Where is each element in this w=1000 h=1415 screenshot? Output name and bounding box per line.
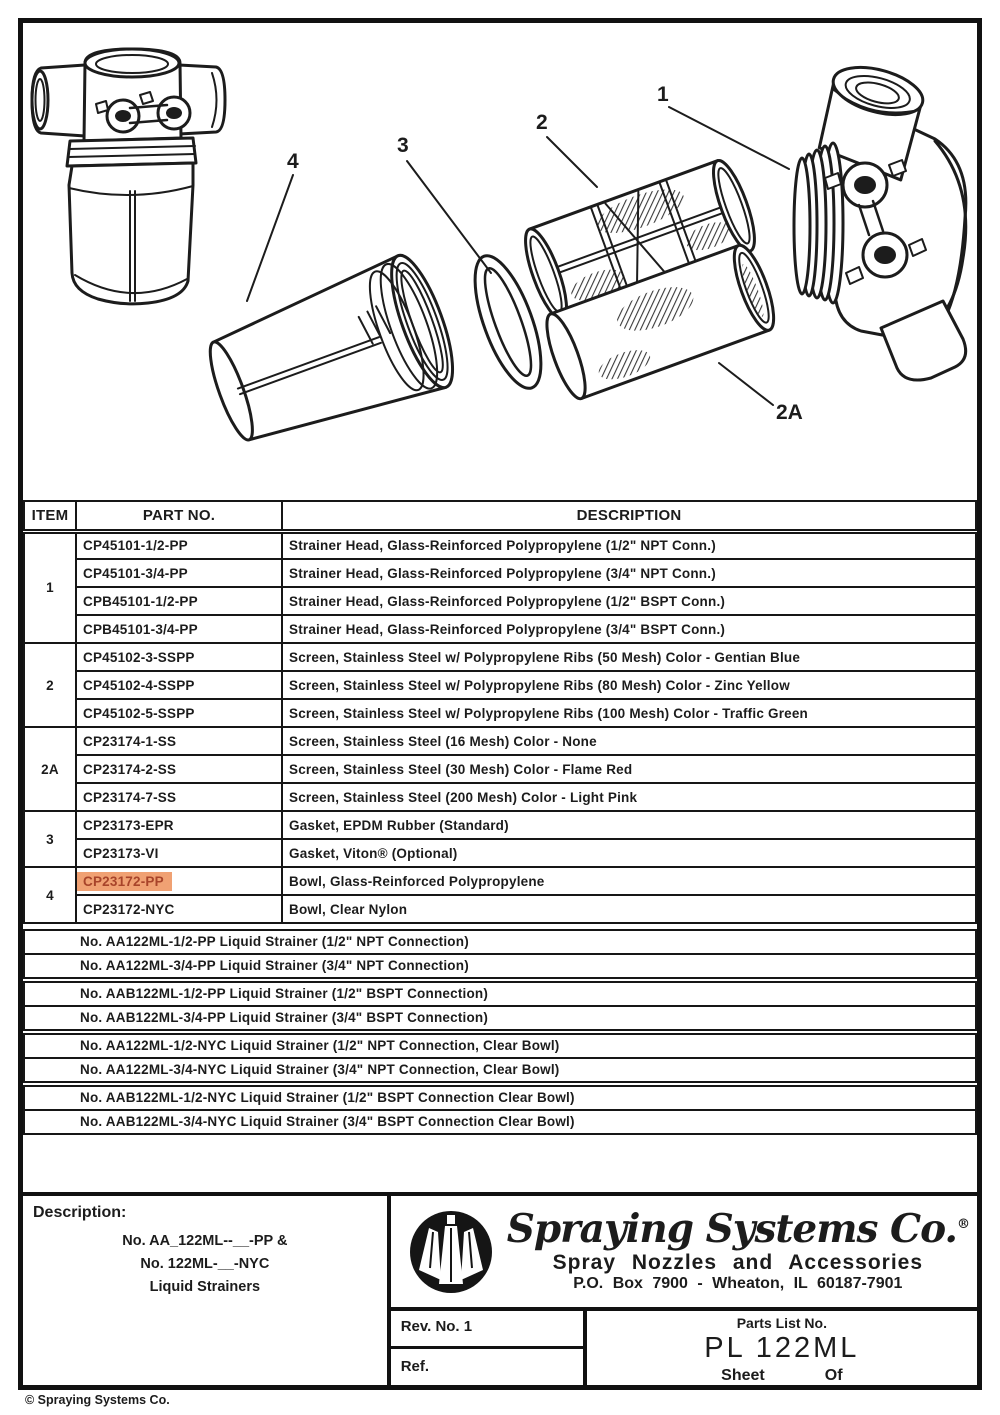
callout-3: 3 [397,134,409,157]
description-cell: Strainer Head, Glass-Reinforced Polypropylene (1/2" BSPT Conn.) [282,587,976,615]
bowl-drawing [196,249,465,461]
part-no-cell: CP23173-EPR [76,811,282,839]
company-address: P.O. Box 7900 - Wheaton, IL 60187-7901 [573,1275,903,1292]
assembly-row: No. AA122ML-1/2-NYC Liquid Strainer (1/2" NPT Connection, Clear Bowl) [23,1033,977,1059]
item-cell: 4 [24,867,76,923]
part-no-cell: CP45102-3-SSPP [76,643,282,671]
part-no-cell: CP23174-7-SS [76,783,282,811]
description-header: DESCRIPTION [282,501,976,531]
table-row [24,587,976,615]
assembly-row: No. AA122ML-3/4-NYC Liquid Strainer (3/4" NPT Connection, Clear Bowl) [23,1057,977,1083]
callout-2a: 2A [776,401,803,424]
description-cell: Strainer Head, Glass-Reinforced Polypropylene (3/4" BSPT Conn.) [282,615,976,643]
part-no-cell: CP45101-3/4-PP [76,559,282,587]
description-line-1: No. AA_122ML--__-PP & [122,1233,288,1249]
table-row [24,895,976,923]
assembly-row: No. AAB122ML-1/2-NYC Liquid Strainer (1/2" BSPT Connection Clear Bowl) [23,1085,977,1111]
table-row [24,699,976,727]
callout-1-leader [669,107,789,169]
assembly-row: No. AAB122ML-3/4-PP Liquid Strainer (3/4" BSPT Connection) [23,1005,977,1031]
part-no-cell [76,867,282,895]
item-cell: 2 [24,643,76,727]
item-header: ITEM [24,501,76,531]
title-block [23,1192,977,1385]
part-no-cell: CP45101-1/2-PP [76,531,282,559]
description-label: Description: [33,1204,127,1221]
description-cell: Screen, Stainless Steel (200 Mesh) Color - Light Pink [282,783,976,811]
item-cell: 1 [24,531,76,643]
callout-4-leader [247,175,293,301]
parts-table-body [24,531,976,923]
callout-3-leader [407,161,491,273]
ref-cell: Ref. [400,1357,430,1375]
sheet-label: Sheet [721,1367,765,1384]
description-cell: Gasket, EPDM Rubber (Standard) [282,811,976,839]
exploded-view-drawing [23,23,977,500]
assembly-row: No. AA122ML-3/4-PP Liquid Strainer (3/4" NPT Connection) [23,953,977,979]
sheet-border [18,18,982,1390]
parts-list-number: PL 122ML [704,1332,860,1364]
table-row [24,867,976,895]
part-no-header: PART NO. [76,501,282,531]
table-row [24,531,976,559]
part-no-cell: CPB45101-3/4-PP [76,615,282,643]
item-cell: 2A [24,727,76,811]
table-row [24,615,976,643]
part-no-cell: CP23174-1-SS [76,727,282,755]
company-tagline: Spray Nozzles and Accessories [552,1251,924,1274]
description-line-3: Liquid Strainers [149,1279,261,1296]
description-cell: Bowl, Clear Nylon [282,895,976,923]
part-no-cell: CP23174-2-SS [76,755,282,783]
description-line-2: No. 122ML-__-NYC [140,1256,270,1273]
description-cell: Screen, Stainless Steel w/ Polypropylene Ribs (80 Mesh) Color - Zinc Yellow [282,671,976,699]
part-no-cell: CP23173-VI [76,839,282,867]
assembly-row: No. AA122ML-1/2-PP Liquid Strainer (1/2" NPT Connection) [23,929,977,955]
spraying-systems-logo-icon [405,1206,497,1298]
callout-2a-leader [719,363,773,405]
description-cell: Strainer Head, Glass-Reinforced Polypropylene (1/2" NPT Conn.) [282,531,976,559]
assembly-row: No. AAB122ML-3/4-NYC Liquid Strainer (3/4" BSPT Connection Clear Bowl) [23,1109,977,1135]
table-row [24,727,976,755]
rev-no-cell: Rev. No. 1 [391,1311,583,1349]
part-no-cell: CP45102-4-SSPP [76,671,282,699]
callout-1: 1 [657,83,669,106]
company-logo-cell [391,1196,977,1311]
description-cell: Bowl, Glass-Reinforced Polypropylene [282,867,976,895]
parts-table-header-row [24,501,976,531]
description-cell: Screen, Stainless Steel w/ Polypropylene Ribs (50 Mesh) Color - Gentian Blue [282,643,976,671]
description-cell: Gasket, Viton® (Optional) [282,839,976,867]
table-row [24,839,976,867]
callout-4: 4 [287,150,299,173]
assembled-strainer-drawing [32,49,225,304]
parts-table [23,500,977,924]
parts-list-no-cell [587,1311,977,1385]
assembly-list [23,929,977,1135]
table-row [24,755,976,783]
callout-2-leader [547,137,597,187]
table-row [24,783,976,811]
part-no-cell: CPB45101-1/2-PP [76,587,282,615]
copyright-note: © Spraying Systems Co. [25,1393,170,1407]
parts-list-label: Parts List No. [736,1315,827,1331]
table-row [24,559,976,587]
part-no-cell: CP23172-NYC [76,895,282,923]
registered-mark: ® [957,1217,969,1232]
highlighted-part-no: CP23172-PP [76,872,172,891]
part-no-cell: CP45102-5-SSPP [76,699,282,727]
callout-2: 2 [536,111,548,134]
item-cell: 3 [24,811,76,867]
description-cell: Screen, Stainless Steel (30 Mesh) Color - Flame Red [282,755,976,783]
description-cell: Screen, Stainless Steel w/ Polypropylene Ribs (100 Mesh) Color - Traffic Green [282,699,976,727]
description-cell: Strainer Head, Glass-Reinforced Polypropylene (3/4" NPT Conn.) [282,559,976,587]
table-row [24,643,976,671]
of-label: Of [824,1367,843,1384]
description-cell-block [23,1196,391,1385]
company-name: Spraying Systems Co. [506,1206,957,1252]
table-row [24,811,976,839]
strainer-head-drawing [794,59,966,380]
description-cell: Screen, Stainless Steel (16 Mesh) Color - None [282,727,976,755]
table-row [24,671,976,699]
assembly-row: No. AAB122ML-1/2-PP Liquid Strainer (1/2" BSPT Connection) [23,981,977,1007]
